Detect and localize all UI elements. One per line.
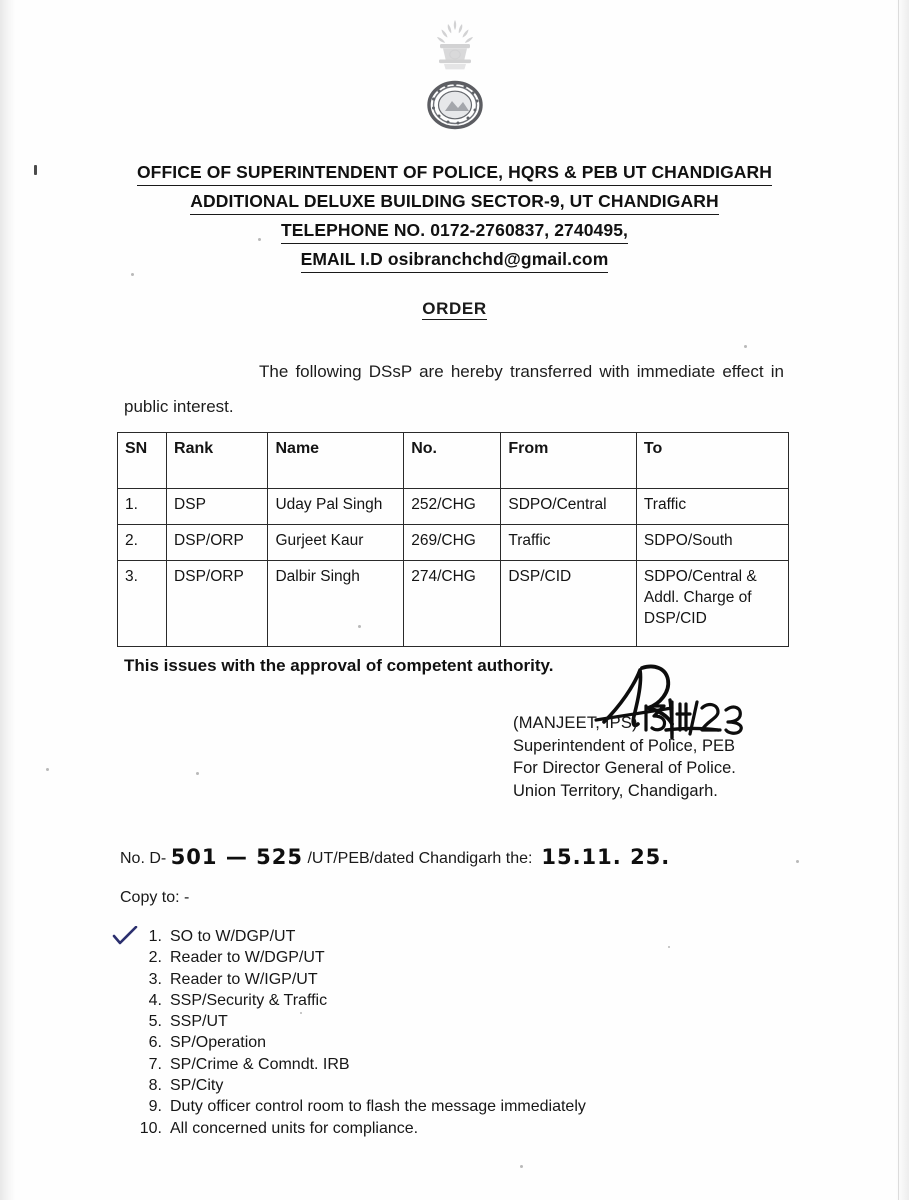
- intro-paragraph: [124, 354, 784, 424]
- list-item-label: SP/Crime & Comndt. IRB: [170, 1055, 350, 1073]
- list-item: [128, 947, 748, 968]
- approval-line: This issues with the approval of competent authority.: [124, 656, 554, 675]
- list-item: [128, 926, 748, 947]
- list-item-label: SP/Operation: [170, 1034, 267, 1052]
- list-item-label: All concerned units for compliance.: [170, 1119, 419, 1137]
- transfer-table: [117, 432, 789, 647]
- column-header-rank: Rank: [167, 433, 268, 489]
- signatory-jurisdiction: Union Territory, Chandigarh.: [513, 781, 718, 800]
- cell-to: SDPO/Central & Addl. Charge of DSP/CID: [636, 561, 788, 647]
- list-item-label: SSP/Security & Traffic: [170, 991, 328, 1009]
- dispatch-prefix: No. D-: [120, 850, 167, 867]
- list-item: [128, 1096, 748, 1117]
- scan-speck: [744, 345, 747, 348]
- signatory-name: (MANJEET, IPS): [513, 714, 638, 732]
- scan-speck: [796, 860, 799, 863]
- table-row: [118, 489, 789, 525]
- signatory-block: [513, 712, 736, 802]
- order-heading: [0, 299, 909, 319]
- cell-name: Dalbir Singh: [268, 561, 404, 647]
- cell-sn: 3.: [118, 561, 167, 647]
- cell-sn: 1.: [118, 489, 167, 525]
- dispatch-handwritten-date: 15.11. 25.: [541, 845, 671, 869]
- cell-from: Traffic: [501, 525, 637, 561]
- table-row: [118, 525, 789, 561]
- list-item-label: SSP/UT: [170, 1013, 228, 1031]
- cell-name: Gurjeet Kaur: [268, 525, 404, 561]
- list-item-number: 8.: [148, 1077, 162, 1095]
- list-item-number: 6.: [148, 1034, 162, 1052]
- letterhead-line-telephone: TELEPHONE NO. 0172-2760837, 2740495,: [281, 218, 628, 244]
- list-item-number: 2.: [148, 949, 162, 967]
- signatory-for-line: For Director General of Police.: [513, 759, 736, 777]
- letterhead-line-office: OFFICE OF SUPERINTENDENT OF POLICE, HQRS & PEB UT CHANDIGARH: [137, 160, 772, 186]
- list-item: [128, 1075, 748, 1096]
- cell-from: DSP/CID: [501, 561, 637, 647]
- list-item-label: Reader to W/IGP/UT: [170, 970, 318, 988]
- cell-rank: DSP/ORP: [167, 525, 268, 561]
- emblem-block: [0, 18, 909, 130]
- list-item: [128, 990, 748, 1011]
- cell-to: SDPO/South: [636, 525, 788, 561]
- table-header-row: [118, 433, 789, 489]
- cell-name: Uday Pal Singh: [268, 489, 404, 525]
- column-header-to: To: [636, 433, 788, 489]
- column-header-name: Name: [268, 433, 404, 489]
- intro-text: The following DSsP are hereby transferred with immediate effect in public interest.: [124, 362, 784, 416]
- list-item-number: 3.: [148, 970, 162, 988]
- list-item-number: 1.: [148, 928, 162, 945]
- copy-to-label: Copy to: -: [120, 889, 190, 906]
- list-item-label: SO to W/DGP/UT: [170, 928, 296, 945]
- dispatch-middle: /UT/PEB/dated Chandigarh the:: [307, 850, 533, 867]
- list-item-number: 7.: [148, 1055, 162, 1073]
- scan-speck: [196, 772, 199, 775]
- column-header-from: From: [501, 433, 637, 489]
- list-item-number: 10.: [139, 1119, 162, 1137]
- table-row: [118, 561, 789, 647]
- column-header-sn: SN: [118, 433, 167, 489]
- list-item: [128, 1011, 748, 1032]
- cell-from: SDPO/Central: [501, 489, 637, 525]
- letterhead-line-email: EMAIL I.D osibranchchd@gmail.com: [301, 247, 609, 273]
- ashoka-emblem-icon: [428, 18, 482, 74]
- scan-speck: [46, 768, 49, 771]
- letterhead-block: [0, 160, 909, 276]
- cell-rank: DSP/ORP: [167, 561, 268, 647]
- cell-to: Traffic: [636, 489, 788, 525]
- cell-no: 252/CHG: [404, 489, 501, 525]
- dispatch-handwritten-number: 501 — 525: [170, 845, 303, 869]
- cell-no: 274/CHG: [404, 561, 501, 647]
- list-item: [128, 969, 748, 990]
- column-header-no: No.: [404, 433, 501, 489]
- list-item-label: Reader to W/DGP/UT: [170, 949, 325, 967]
- list-item-number: 4.: [148, 991, 162, 1009]
- letterhead-line-address: ADDITIONAL DELUXE BUILDING SECTOR-9, UT CHANDIGARH: [190, 189, 718, 215]
- order-heading-text: ORDER: [422, 299, 487, 318]
- signatory-designation: Superintendent of Police, PEB: [513, 736, 735, 755]
- list-item-number: 5.: [148, 1013, 162, 1031]
- dispatch-line: [120, 845, 670, 869]
- copy-to-list: [128, 926, 748, 1139]
- cell-no: 269/CHG: [404, 525, 501, 561]
- list-item-label: Duty officer control room to flash the message immediately: [170, 1098, 586, 1116]
- cell-rank: DSP: [167, 489, 268, 525]
- list-item: [128, 1032, 748, 1053]
- list-item-label: SP/City: [170, 1077, 224, 1095]
- official-seal-icon: [427, 80, 483, 130]
- scan-speck: [520, 1165, 523, 1168]
- list-item-number: 9.: [148, 1098, 162, 1116]
- cell-sn: 2.: [118, 525, 167, 561]
- list-item: [128, 1118, 748, 1139]
- list-item: [128, 1054, 748, 1075]
